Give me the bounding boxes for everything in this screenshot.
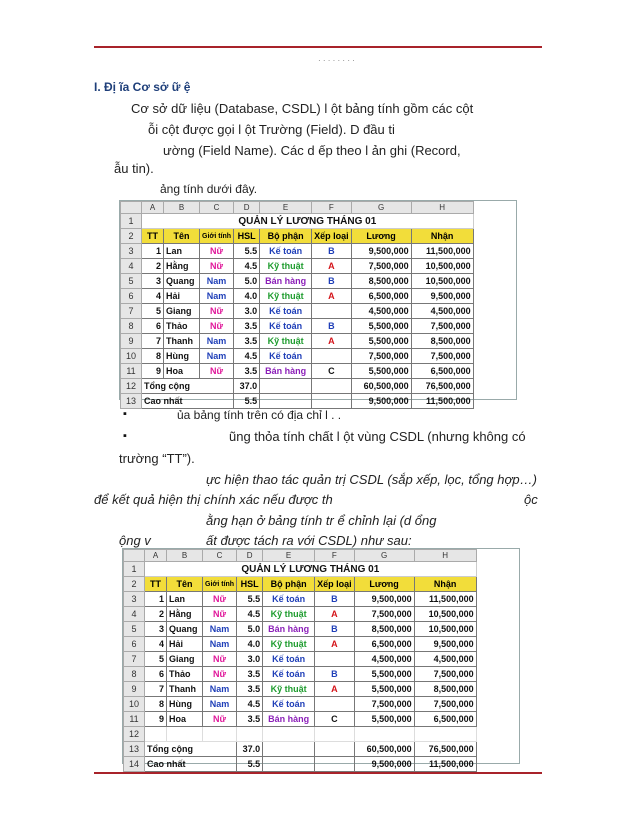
cell-hsl: 4.0 — [234, 289, 260, 304]
cell-luong: 7,500,000 — [354, 697, 414, 712]
blank-cell — [315, 742, 355, 757]
cell-ten: Hoa — [167, 712, 203, 727]
cell-xeploai: C — [315, 712, 355, 727]
cell-gioitinh: Nam — [203, 622, 237, 637]
para2-line4b: ất được tách ra với CSDL) như sau: — [206, 533, 412, 548]
cell-xeploai: B — [315, 592, 355, 607]
cell-xeploai: B — [312, 319, 352, 334]
table-row — [124, 637, 477, 652]
column-header: TT — [142, 229, 164, 244]
cell-tt: 1 — [145, 592, 167, 607]
bullet1-text: ủa bảng tính trên có địa chỉ l . . — [177, 408, 342, 422]
cell-nhan: 8,500,000 — [411, 334, 473, 349]
cell-bophan: Kế toán — [263, 592, 315, 607]
bottom-rule — [94, 772, 542, 774]
cell-luong: 5,500,000 — [351, 319, 411, 334]
cell-gioitinh: Nữ — [203, 592, 237, 607]
blank-cell — [263, 727, 315, 742]
cell-luong: 9,500,000 — [354, 592, 414, 607]
cell-tt: 8 — [142, 349, 164, 364]
summary-label: Tổng cộng — [142, 379, 234, 394]
cell-xeploai — [312, 304, 352, 319]
cell-gioitinh: Nữ — [200, 364, 234, 379]
cell-luong: 7,500,000 — [354, 607, 414, 622]
blank-cell — [203, 727, 237, 742]
column-header: Xếp loại — [315, 577, 355, 592]
cell-xeploai — [312, 349, 352, 364]
cell-hsl: 5.0 — [237, 622, 263, 637]
cell-nhan: 10,500,000 — [414, 622, 476, 637]
column-header: Nhận — [411, 229, 473, 244]
row-number: 5 — [121, 274, 142, 289]
cell-ten: Thanh — [164, 334, 200, 349]
blank-cell — [315, 757, 355, 772]
column-letter: G — [351, 202, 411, 214]
para1-line4: ẫu tin). — [114, 161, 154, 176]
cell-bophan: Kỹ thuật — [263, 682, 315, 697]
cell-bophan: Kế toán — [260, 244, 312, 259]
cell-ten: Thanh — [167, 682, 203, 697]
row-number: 1 — [121, 214, 142, 229]
cell-hsl: 4.5 — [234, 349, 260, 364]
cell-gioitinh: Nữ — [203, 652, 237, 667]
column-letter: E — [260, 202, 312, 214]
cell-nhan: 9,500,000 — [411, 289, 473, 304]
cell-bophan: Kế toán — [263, 697, 315, 712]
header-row — [121, 229, 474, 244]
column-header: Tên — [167, 577, 203, 592]
summary-hsl: 37.0 — [234, 379, 260, 394]
cell-hsl: 5.0 — [234, 274, 260, 289]
cell-xeploai: B — [312, 244, 352, 259]
summary-nhan: 76,500,000 — [411, 379, 473, 394]
cell-nhan: 11,500,000 — [411, 244, 473, 259]
column-letter: F — [312, 202, 352, 214]
column-header: Giới tính — [203, 577, 237, 592]
spreadsheet-1 — [119, 200, 517, 406]
summary-luong: 9,500,000 — [351, 394, 411, 409]
para2-line3: ằng hạn ở bảng tính tr ể chỉnh lại (d ổng — [206, 513, 437, 528]
cell-tt: 2 — [142, 259, 164, 274]
cell-bophan: Bán hàng — [263, 712, 315, 727]
cell-ten: Hải — [164, 289, 200, 304]
cell-nhan: 6,500,000 — [411, 364, 473, 379]
cell-tt: 3 — [142, 274, 164, 289]
header-row — [124, 577, 477, 592]
cell-gioitinh: Nữ — [203, 712, 237, 727]
table-row — [121, 244, 474, 259]
cell-bophan: Kỹ thuật — [260, 259, 312, 274]
summary-nhan: 76,500,000 — [414, 742, 476, 757]
cell-tt: 4 — [142, 289, 164, 304]
cell-xeploai: A — [315, 607, 355, 622]
cell-bophan: Bán hàng — [260, 364, 312, 379]
blank-cell — [312, 394, 352, 409]
para2-line2: để kết quả hiện thị chính xác nếu được th — [94, 492, 333, 507]
table-row — [124, 697, 477, 712]
cell-xeploai: A — [312, 259, 352, 274]
cell-nhan: 7,500,000 — [414, 667, 476, 682]
section-heading: I. Đị ĩa Cơ sở ữ ệ — [94, 80, 191, 94]
blank-cell — [312, 379, 352, 394]
cell-tt: 5 — [145, 652, 167, 667]
cell-xeploai: A — [315, 637, 355, 652]
cell-bophan: Kế toán — [263, 652, 315, 667]
column-letter: A — [145, 550, 167, 562]
cell-tt: 6 — [142, 319, 164, 334]
column-letter: H — [414, 550, 476, 562]
cell-gioitinh: Nữ — [203, 667, 237, 682]
blank-cell — [354, 727, 414, 742]
row-number: 1 — [124, 562, 145, 577]
cell-gioitinh: Nữ — [200, 259, 234, 274]
cell-luong: 5,500,000 — [354, 712, 414, 727]
cell-ten: Giang — [164, 304, 200, 319]
row-number: 10 — [124, 697, 145, 712]
sheet-title-row — [121, 214, 474, 229]
table-row — [124, 622, 477, 637]
header-fragment: · · · · · · · · — [318, 56, 355, 65]
cell-hsl: 4.5 — [234, 259, 260, 274]
blank-cell — [414, 727, 476, 742]
row-number: 13 — [124, 742, 145, 757]
row-number: 6 — [121, 289, 142, 304]
blank-row — [124, 727, 477, 742]
sheet-title: QUẢN LÝ LƯƠNG THÁNG 01 — [145, 562, 477, 577]
summary-nhan: 11,500,000 — [411, 394, 473, 409]
cell-luong: 8,500,000 — [351, 274, 411, 289]
cell-gioitinh: Nam — [200, 334, 234, 349]
blank-cell — [263, 757, 315, 772]
bullet-square-icon: ▪ — [123, 430, 127, 442]
para2-line1: ực hiện thao tác quản trị CSDL (sắp xếp, lọc, tổng hợp…) — [206, 472, 537, 487]
row-number: 11 — [124, 712, 145, 727]
spreadsheet-2 — [122, 548, 520, 769]
cell-hsl: 5.5 — [237, 592, 263, 607]
para1-line3: ường (Field Name). Các d ếp theo l ản ghi (Record, — [163, 143, 461, 158]
cell-gioitinh: Nam — [200, 349, 234, 364]
cell-xeploai: A — [312, 289, 352, 304]
cell-luong: 4,500,000 — [354, 652, 414, 667]
column-letter: B — [164, 202, 200, 214]
blank-cell — [260, 394, 312, 409]
cell-luong: 6,500,000 — [351, 289, 411, 304]
cell-bophan: Kế toán — [260, 349, 312, 364]
cell-nhan: 10,500,000 — [414, 607, 476, 622]
cell-bophan: Kế toán — [260, 319, 312, 334]
column-header: Lương — [351, 229, 411, 244]
bullet2-text: ũng thỏa tính chất l ột vùng CSDL (nhưng không có — [229, 429, 526, 444]
para1-line2: ỗi cột được gọi l ột Trường (Field). D đầu ti — [148, 122, 395, 137]
row-number: 10 — [121, 349, 142, 364]
summary-hsl: 5.5 — [234, 394, 260, 409]
cell-luong: 7,500,000 — [351, 349, 411, 364]
para2-line2b: ộc — [524, 492, 538, 507]
row-number: 11 — [121, 364, 142, 379]
cell-hsl: 3.5 — [234, 364, 260, 379]
cell-tt: 7 — [145, 682, 167, 697]
table-row — [124, 682, 477, 697]
cell-tt: 6 — [145, 667, 167, 682]
cell-hsl: 3.5 — [237, 667, 263, 682]
cell-bophan: Bán hàng — [260, 274, 312, 289]
cell-hsl: 3.5 — [237, 682, 263, 697]
row-number: 12 — [121, 379, 142, 394]
row-number: 3 — [121, 244, 142, 259]
cell-nhan: 11,500,000 — [414, 592, 476, 607]
row-number: 7 — [124, 652, 145, 667]
column-letter-row — [121, 202, 474, 214]
column-header: Xếp loại — [312, 229, 352, 244]
cell-luong: 4,500,000 — [351, 304, 411, 319]
cell-gioitinh: Nữ — [200, 304, 234, 319]
cell-xeploai: B — [312, 274, 352, 289]
max-row — [124, 757, 477, 772]
row-number: 12 — [124, 727, 145, 742]
cell-ten: Hằng — [167, 607, 203, 622]
column-letter: E — [263, 550, 315, 562]
table-row — [121, 259, 474, 274]
cell-nhan: 7,500,000 — [411, 319, 473, 334]
summary-hsl: 37.0 — [237, 742, 263, 757]
cell-ten: Hùng — [164, 349, 200, 364]
total-row — [124, 742, 477, 757]
column-header: TT — [145, 577, 167, 592]
cell-tt: 9 — [142, 364, 164, 379]
cell-nhan: 9,500,000 — [414, 637, 476, 652]
column-header: HSL — [234, 229, 260, 244]
cell-ten: Giang — [167, 652, 203, 667]
cell-xeploai: B — [315, 622, 355, 637]
summary-luong: 60,500,000 — [354, 742, 414, 757]
column-header: Lương — [354, 577, 414, 592]
cell-gioitinh: Nữ — [200, 319, 234, 334]
cell-gioitinh: Nam — [203, 637, 237, 652]
summary-label: Cao nhất — [145, 757, 237, 772]
column-letter: G — [354, 550, 414, 562]
top-rule — [94, 46, 542, 48]
column-letter: C — [200, 202, 234, 214]
cell-nhan: 4,500,000 — [411, 304, 473, 319]
table-row — [124, 607, 477, 622]
column-letter: C — [203, 550, 237, 562]
cell-gioitinh: Nam — [203, 682, 237, 697]
cell-bophan: Bán hàng — [263, 622, 315, 637]
table-row — [124, 712, 477, 727]
cell-tt: 2 — [145, 607, 167, 622]
cell-tt: 4 — [145, 637, 167, 652]
cell-nhan: 8,500,000 — [414, 682, 476, 697]
cell-hsl: 4.5 — [237, 607, 263, 622]
cell-ten: Lan — [167, 592, 203, 607]
table-row — [121, 349, 474, 364]
row-number: 14 — [124, 757, 145, 772]
table-row — [121, 304, 474, 319]
table-row — [124, 592, 477, 607]
cell-ten: Lan — [164, 244, 200, 259]
column-header: Bộ phận — [260, 229, 312, 244]
column-letter: D — [237, 550, 263, 562]
summary-luong: 60,500,000 — [351, 379, 411, 394]
cell-ten: Hải — [167, 637, 203, 652]
cell-luong: 6,500,000 — [354, 637, 414, 652]
para2-line4: ộng v — [119, 533, 151, 548]
cell-luong: 7,500,000 — [351, 259, 411, 274]
cell-luong: 8,500,000 — [354, 622, 414, 637]
cell-xeploai — [315, 652, 355, 667]
column-letter: D — [234, 202, 260, 214]
max-row — [121, 394, 474, 409]
bullet-square-icon: ▪ — [123, 408, 127, 420]
cell-bophan: Kỹ thuật — [263, 607, 315, 622]
cell-xeploai: B — [315, 667, 355, 682]
cell-nhan: 10,500,000 — [411, 274, 473, 289]
cell-nhan: 10,500,000 — [411, 259, 473, 274]
table-row — [121, 364, 474, 379]
cell-hsl: 4.5 — [237, 697, 263, 712]
row-number: 3 — [124, 592, 145, 607]
row-number: 13 — [121, 394, 142, 409]
sheet-table — [120, 201, 474, 409]
caption1: ảng tính dưới đây. — [160, 182, 258, 196]
cell-tt: 5 — [142, 304, 164, 319]
blank-cell — [263, 742, 315, 757]
cell-xeploai — [315, 697, 355, 712]
cell-luong: 5,500,000 — [351, 334, 411, 349]
cell-bophan: Kế toán — [263, 667, 315, 682]
table-row — [121, 274, 474, 289]
cell-bophan: Kế toán — [260, 304, 312, 319]
cell-hsl: 3.5 — [234, 334, 260, 349]
column-header: Giới tính — [200, 229, 234, 244]
cell-tt: 8 — [145, 697, 167, 712]
summary-label: Cao nhất — [142, 394, 234, 409]
cell-xeploai: C — [312, 364, 352, 379]
summary-luong: 9,500,000 — [354, 757, 414, 772]
summary-label: Tổng cộng — [145, 742, 237, 757]
table-row — [121, 334, 474, 349]
row-number: 2 — [124, 577, 145, 592]
column-letter: A — [142, 202, 164, 214]
cell-ten: Quang — [167, 622, 203, 637]
cell-luong: 9,500,000 — [351, 244, 411, 259]
cell-ten: Hoa — [164, 364, 200, 379]
cell-gioitinh: Nam — [200, 289, 234, 304]
column-header: Tên — [164, 229, 200, 244]
cell-bophan: Kỹ thuật — [260, 334, 312, 349]
table-row — [124, 667, 477, 682]
cell-tt: 3 — [145, 622, 167, 637]
cell-gioitinh: Nữ — [203, 607, 237, 622]
column-letter-row — [124, 550, 477, 562]
cell-hsl: 3.5 — [234, 319, 260, 334]
column-letter: B — [167, 550, 203, 562]
blank-cell — [145, 727, 167, 742]
row-number: 2 — [121, 229, 142, 244]
cell-nhan: 4,500,000 — [414, 652, 476, 667]
cell-gioitinh: Nam — [203, 697, 237, 712]
row-number: 7 — [121, 304, 142, 319]
column-letter: F — [315, 550, 355, 562]
cell-luong: 5,500,000 — [354, 682, 414, 697]
column-header: Bộ phận — [263, 577, 315, 592]
cell-hsl: 5.5 — [234, 244, 260, 259]
para1-line1: Cơ sở dữ liệu (Database, CSDL) l ột bảng tính gồm các cột — [131, 101, 474, 116]
cell-nhan: 7,500,000 — [414, 697, 476, 712]
cell-gioitinh: Nam — [200, 274, 234, 289]
row-number: 8 — [124, 667, 145, 682]
cell-hsl: 3.5 — [237, 712, 263, 727]
table-row — [121, 319, 474, 334]
row-number: 4 — [121, 259, 142, 274]
blank-cell — [167, 727, 203, 742]
row-number: 9 — [124, 682, 145, 697]
cell-ten: Quang — [164, 274, 200, 289]
cell-ten: Thảo — [167, 667, 203, 682]
cell-ten: Hằng — [164, 259, 200, 274]
sheet-title: QUẢN LÝ LƯƠNG THÁNG 01 — [142, 214, 474, 229]
sheet-table — [123, 549, 477, 772]
blank-cell — [237, 727, 263, 742]
total-row — [121, 379, 474, 394]
row-number: 8 — [121, 319, 142, 334]
row-number: 6 — [124, 637, 145, 652]
corner-cell — [124, 550, 145, 562]
cell-tt: 9 — [145, 712, 167, 727]
blank-cell — [260, 379, 312, 394]
cell-hsl: 3.0 — [234, 304, 260, 319]
cell-bophan: Kỹ thuật — [260, 289, 312, 304]
cell-hsl: 3.0 — [237, 652, 263, 667]
cell-xeploai: A — [315, 682, 355, 697]
cell-nhan: 7,500,000 — [411, 349, 473, 364]
row-number: 4 — [124, 607, 145, 622]
cell-bophan: Kỹ thuật — [263, 637, 315, 652]
cell-gioitinh: Nữ — [200, 244, 234, 259]
column-header: HSL — [237, 577, 263, 592]
cell-tt: 1 — [142, 244, 164, 259]
cell-xeploai: A — [312, 334, 352, 349]
table-row — [124, 652, 477, 667]
cell-ten: Hùng — [167, 697, 203, 712]
column-header: Nhận — [414, 577, 476, 592]
column-letter: H — [411, 202, 473, 214]
cell-luong: 5,500,000 — [351, 364, 411, 379]
corner-cell — [121, 202, 142, 214]
row-number: 9 — [121, 334, 142, 349]
row-number: 5 — [124, 622, 145, 637]
cell-ten: Thảo — [164, 319, 200, 334]
blank-cell — [315, 727, 355, 742]
cell-hsl: 4.0 — [237, 637, 263, 652]
summary-hsl: 5.5 — [237, 757, 263, 772]
cell-tt: 7 — [142, 334, 164, 349]
cell-nhan: 6,500,000 — [414, 712, 476, 727]
sheet-title-row — [124, 562, 477, 577]
bullet2-cont: trường “TT”). — [119, 451, 195, 466]
cell-luong: 5,500,000 — [354, 667, 414, 682]
table-row — [121, 289, 474, 304]
summary-nhan: 11,500,000 — [414, 757, 476, 772]
